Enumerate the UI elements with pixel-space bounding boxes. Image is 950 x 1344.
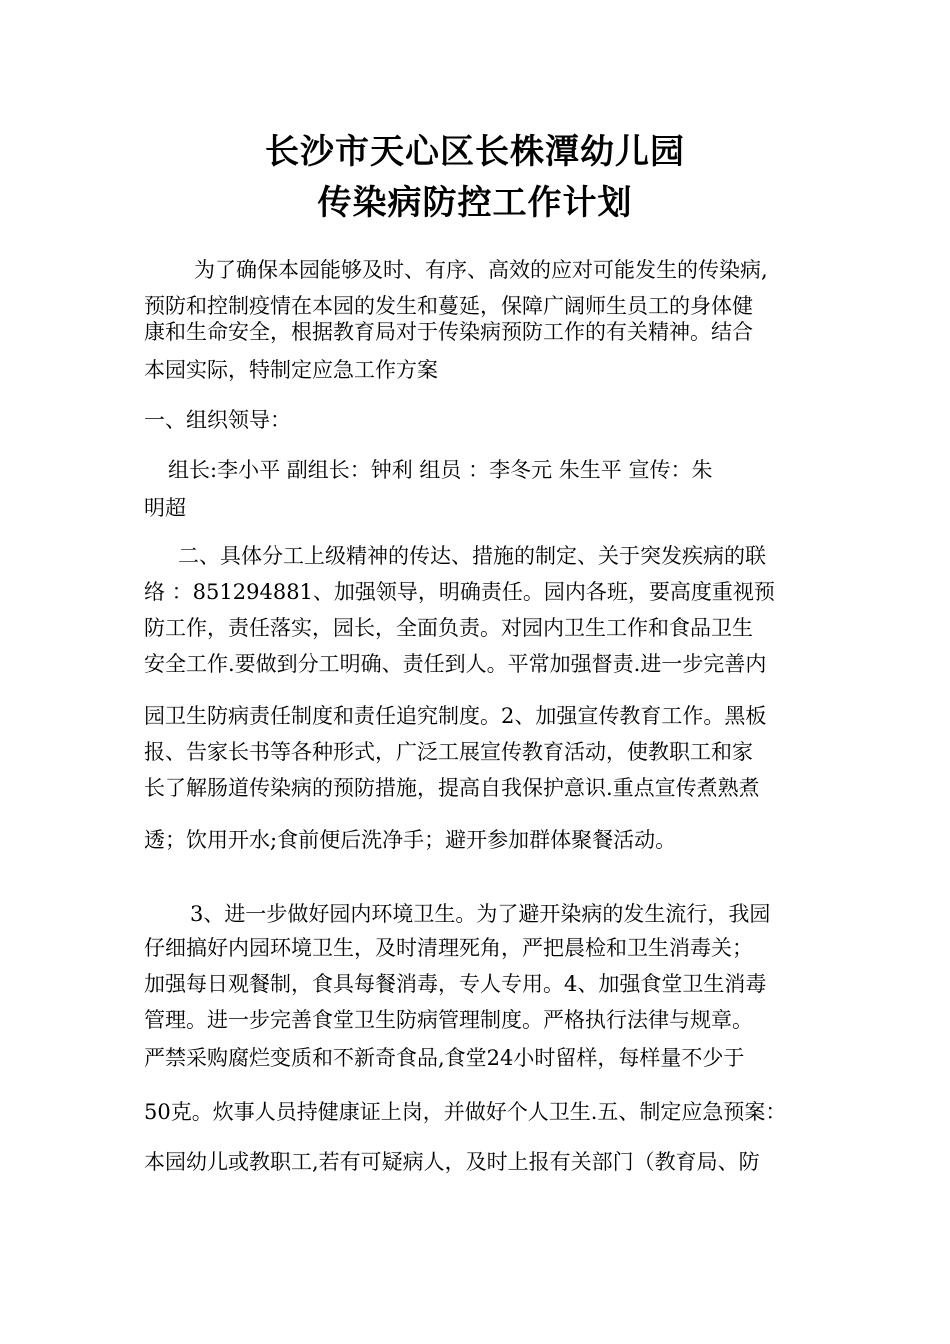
paragraph-line: 严禁采购腐烂变质和不新奇食品,食堂24小时留样，每样量不少于: [144, 1046, 745, 1070]
document-title-line2: 传染病防控工作计划: [317, 183, 633, 223]
paragraph-line: 本园幼儿或教职工,若有可疑病人，及时上报有关部门（教育局、防: [144, 1150, 760, 1174]
paragraph-line: 3、进一步做好园内环境卫生。为了避开染病的发生流行，我园: [190, 902, 771, 926]
paragraph-line: 长了解肠道传染病的预防措施，提高自我保护意识.重点宣传煮熟煮: [144, 776, 760, 800]
section-heading: 一、组织领导：: [144, 408, 291, 432]
paragraph-line: 为了确保本园能够及时、有序、高效的应对可能发生的传染病,: [194, 258, 768, 282]
paragraph-line: 管理。进一步完善食堂卫生防病管理制度。严格执行法律与规章。: [144, 1008, 753, 1032]
paragraph-line: 安全工作.要做到分工明确、责任到人。平常加强督责.进一步完善内: [144, 652, 767, 676]
paragraph-line: 络 ：851294881、加强领导，明确责任。园内各班，要高度重视预: [144, 580, 775, 604]
paragraph-line: 仔细搞好内园环境卫生，及时清理死角，严把晨检和卫生消毒关；: [144, 936, 753, 960]
paragraph-line: 加强每日观餐制，食具每餐消毒，专人专用。4、加强食堂卫生消毒: [144, 972, 767, 996]
document-title-line1: 长沙市天心区长株潭幼儿园: [265, 132, 685, 172]
paragraph-line: 50克。炊事人员持健康证上岗，并做好个人卫生.五、制定应急预案：: [144, 1100, 787, 1124]
paragraph-line: 防工作，责任落实，园长，全面负责。对园内卫生工作和食品卫生: [144, 616, 753, 640]
paragraph-line: 组长:李小平 副组长：钟利 组员 ：李冬元 朱生平 宣传：朱: [168, 458, 713, 482]
paragraph-line: 预防和控制疫情在本园的发生和蔓延，保障广阔师生员工的身体健: [144, 294, 753, 318]
paragraph-line: 本园实际，特制定应急工作方案: [144, 358, 438, 382]
paragraph-line: 明超: [144, 496, 186, 520]
paragraph-line: 透；饮用开水;食前便后洗净手；避开参加群体聚餐活动。: [144, 828, 677, 852]
paragraph-line: 报、告家长书等各种形式，广泛工展宣传教育活动，使教职工和家: [144, 740, 753, 764]
paragraph-line: 康和生命安全，根据教育局对于传染病预防工作的有关精神。结合: [144, 320, 753, 344]
paragraph-line: 园卫生防病责任制度和责任追究制度。2、加强宣传教育工作。黑板: [144, 704, 767, 728]
paragraph-line: 二、具体分工上级精神的传达、措施的制定、关于突发疾病的联: [178, 544, 766, 568]
